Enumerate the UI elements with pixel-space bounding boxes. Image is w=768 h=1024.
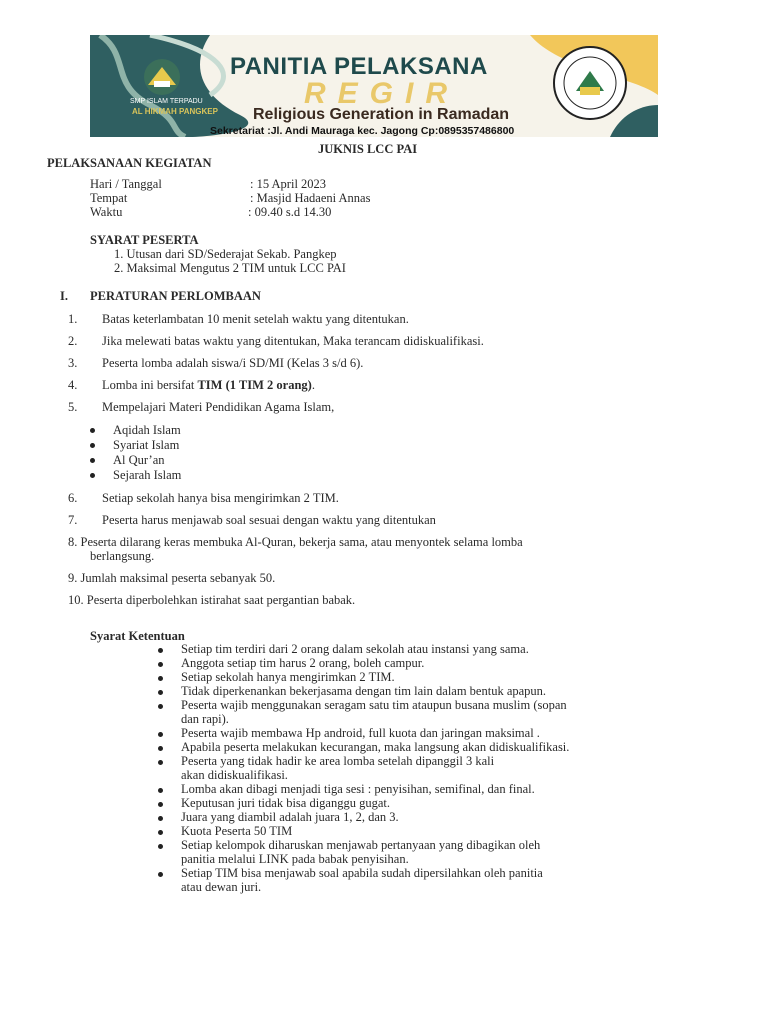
ketentuan-item: Juara yang diambil adalah juara 1, 2, dan 3.	[181, 810, 399, 824]
info-value: : 09.40 s.d 14.30	[248, 205, 332, 219]
materi-item: Sejarah Islam	[113, 468, 182, 482]
materi-item: Syariat Islam	[113, 438, 180, 452]
rule-number: 7.	[68, 513, 78, 527]
ketentuan-item: Lomba akan dibagi menjadi tiga sesi : penyisihan, semifinal, dan final.	[181, 782, 535, 796]
bullet-icon	[158, 844, 163, 849]
ketentuan-item: Anggota setiap tim harus 2 orang, boleh campur.	[181, 656, 425, 670]
ketentuan-item: Setiap sekolah hanya mengirimkan 2 TIM.	[181, 670, 395, 684]
rule-number: 4.	[68, 378, 78, 392]
rule-number: 1.	[68, 312, 78, 326]
rule-text-normal: Lomba ini bersifat	[102, 378, 198, 392]
rule-text: Jika melewati batas waktu yang ditentukan, Maka terancam didiskualifikasi.	[102, 334, 484, 348]
bullet-icon	[158, 830, 163, 835]
rule-text: Setiap sekolah hanya bisa mengirimkan 2 TIM.	[102, 491, 339, 505]
ketentuan-item: Kuota Peserta 50 TIM	[181, 824, 293, 838]
info-label: Hari / Tanggal	[90, 177, 162, 191]
bullet-icon	[158, 662, 163, 667]
bullet-icon	[90, 443, 95, 448]
bullet-icon	[158, 872, 163, 877]
rule-number: 2.	[68, 334, 78, 348]
rule-text	[102, 378, 315, 393]
doc-heading: JUKNIS LCC PAI	[318, 142, 418, 156]
ketentuan-item: Setiap kelompok diharuskan menjawab pertanyaan yang dibagikan oleh	[181, 838, 541, 852]
rule-10: 10. Peserta diperbolehkan istirahat saat pergantian babak.	[68, 593, 356, 607]
ketentuan-item: Keputusan juri tidak bisa diganggu gugat.	[181, 796, 390, 810]
info-value: : Masjid Hadaeni Annas	[250, 191, 371, 205]
ketentuan-item: panitia melalui LINK pada babak penyisihan.	[181, 852, 409, 866]
rule-text: Mempelajari Materi Pendidikan Agama Islam,	[102, 400, 335, 414]
bullet-icon	[158, 802, 163, 807]
ketentuan-item: Setiap tim terdiri dari 2 orang dalam sekolah atau instansi yang sama.	[181, 642, 529, 656]
bullet-icon	[158, 732, 163, 737]
info-value: : 15 April 2023	[250, 177, 327, 191]
ketentuan-item: Peserta wajib menggunakan seragam satu tim ataupun busana muslim (sopan	[181, 698, 567, 712]
ketentuan-item: Setiap TIM bisa menjawab soal apabila sudah dipersilahkan oleh panitia	[181, 866, 543, 880]
banner-secretariat: Sekretariat :Jl. Andi Mauraga kec. Jagong Cp:0895357486800	[210, 125, 515, 137]
syarat-title: SYARAT PESERTA	[90, 233, 199, 247]
peraturan-title: PERATURAN PERLOMBAAN	[90, 289, 261, 303]
banner-title: PANITIA PELAKSANA	[230, 53, 488, 80]
peraturan-number: I.	[60, 289, 68, 303]
left-logo-line1: SMP ISLAM TERPADU	[130, 98, 203, 105]
bullet-icon	[90, 458, 95, 463]
rule-text: Peserta lomba adalah siswa/i SD/MI (Kelas 3 s/d 6).	[102, 356, 364, 370]
organization-seal-icon	[552, 45, 628, 121]
rule-number: 5.	[68, 400, 78, 414]
school-logo-icon	[142, 57, 182, 97]
ketentuan-item: dan rapi).	[181, 712, 229, 726]
ketentuan-item: Peserta wajib membawa Hp android, full kuota dan jaringan maksimal .	[181, 726, 540, 740]
banner-subtitle: Religious Generation in Ramadan	[253, 106, 510, 123]
bullet-icon	[158, 690, 163, 695]
materi-item: Aqidah Islam	[113, 423, 181, 437]
rule-8-line2: berlangsung.	[90, 549, 155, 563]
syarat-item: 1. Utusan dari SD/Sederajat Sekab. Pangkep	[114, 247, 337, 261]
bullet-icon	[158, 746, 163, 751]
section-pelaksanaan: PELAKSANAAN KEGIATAN	[47, 156, 212, 170]
ketentuan-item: Apabila peserta melakukan kecurangan, maka langsung akan didiskualifikasi.	[181, 740, 570, 754]
rule-8-line1: 8. Peserta dilarang keras membuka Al-Quran, bekerja sama, atau menyontek selama lomba	[68, 535, 523, 549]
ketentuan-item: akan didiskualifikasi.	[181, 768, 288, 782]
bullet-icon	[90, 428, 95, 433]
syarat-item: 2. Maksimal Mengutus 2 TIM untuk LCC PAI	[114, 261, 346, 275]
bullet-icon	[158, 760, 163, 765]
bullet-icon	[158, 676, 163, 681]
bullet-icon	[90, 473, 95, 478]
rule-text: Batas keterlambatan 10 menit setelah waktu yang ditentukan.	[102, 312, 409, 326]
rule-text-bold: TIM (1 TIM 2 orang)	[197, 378, 312, 392]
ketentuan-title: Syarat Ketentuan	[90, 629, 185, 643]
info-label: Waktu	[90, 205, 123, 219]
ketentuan-item: Tidak diperkenankan bekerjasama dengan tim lain dalam bentuk apapun.	[181, 684, 547, 698]
ketentuan-item: Peserta yang tidak hadir ke area lomba setelah dipanggil 3 kali	[181, 754, 495, 768]
materi-item: Al Qur’an	[113, 453, 165, 467]
bullet-icon	[158, 816, 163, 821]
bullet-icon	[158, 788, 163, 793]
bullet-icon	[158, 648, 163, 653]
rule-text: Peserta harus menjawab soal sesuai dengan waktu yang ditentukan	[102, 513, 436, 527]
banner-regir: REGIR	[304, 77, 460, 110]
rule-number: 3.	[68, 356, 78, 370]
bullet-icon	[158, 704, 163, 709]
rule-text-end: .	[311, 378, 315, 392]
ketentuan-item: atau dewan juri.	[181, 880, 262, 894]
rule-number: 6.	[68, 491, 78, 505]
rule-9: 9. Jumlah maksimal peserta sebanyak 50.	[68, 571, 276, 585]
left-logo-line2: AL HIKMAH PANGKEP	[132, 107, 218, 116]
header-banner	[90, 35, 658, 137]
info-label: Tempat	[90, 191, 128, 205]
